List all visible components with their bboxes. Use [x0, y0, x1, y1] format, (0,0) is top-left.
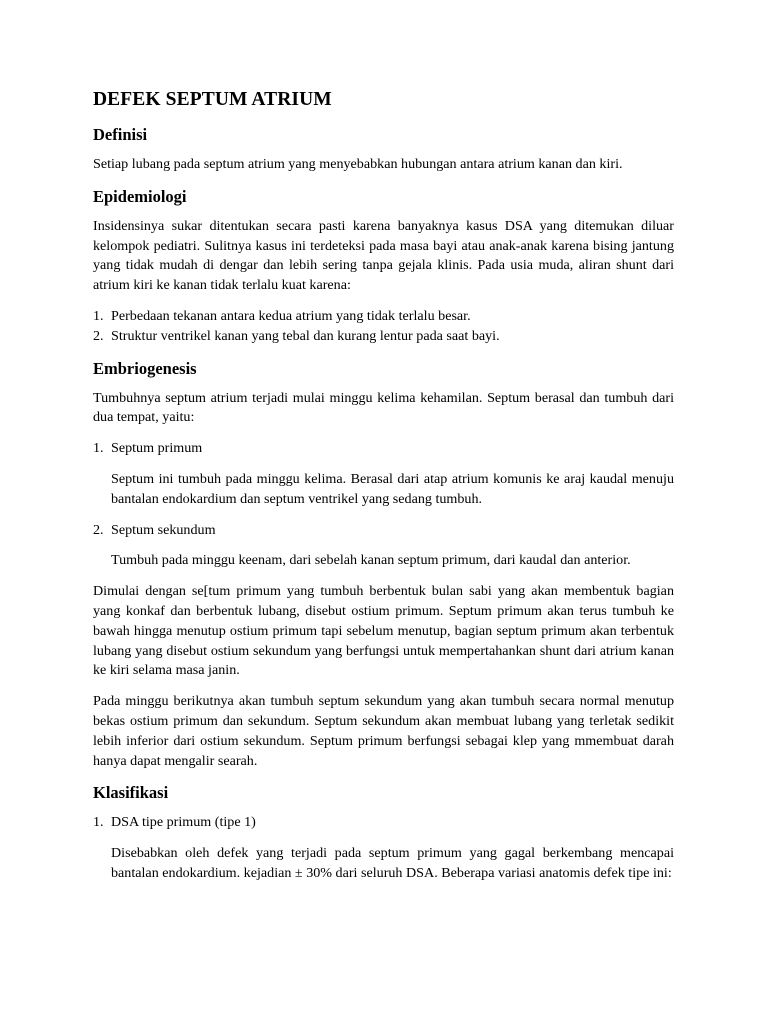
- list-item: [93, 307, 674, 327]
- list-item: [93, 327, 674, 347]
- section-heading-epidemiologi: Epidemiologi: [93, 186, 187, 206]
- list-item-text: Perbedaan tekanan antara kedua atrium yang tidak terlalu besar.: [111, 307, 471, 324]
- section-heading-klasifikasi: Klasifikasi: [93, 783, 169, 803]
- list-item-label: Septum primum: [111, 440, 203, 457]
- list-item-heading: [93, 813, 674, 833]
- embriogenesis-paragraph: Pada minggu berikutnya akan tumbuh septum sekundum yang akan tumbuh secara normal menutup bekas ostium primum dan sekundum. Septum sekundum akan membuat lubang yang terletak sedikit lebih inferior dari ostium sekundum. Septum primum berfungsi sebagai klep yang mmembuat darah hanya dapat mengalir searah.: [93, 693, 674, 769]
- list-number: 1.: [93, 440, 104, 457]
- list-item-heading: [93, 439, 674, 459]
- section-heading-definisi: Definisi: [93, 125, 148, 144]
- embriogenesis-intro: Tumbuhnya septum atrium terjadi mulai minggu kelima kehamilan. Septum berasal dan tumbuh dari dua tempat, yaitu:: [93, 389, 674, 426]
- document-title: DEFEK SEPTUM ATRIUM: [93, 89, 332, 110]
- section-heading-embriogenesis: Embriogenesis: [93, 358, 197, 378]
- list-item: [93, 439, 674, 509]
- epidemiologi-text: Insidensinya sukar ditentukan secara pasti karena banyaknya kasus DSA yang ditemukan diluar kelompok pediatri. Sulitnya kasus ini terdeteksi pada masa bayi atau anak-anak karena bising jantung yang tidak mudah di dengar dan lebih sering tanpa gejala klinis. Pada usia muda, aliran shunt dari atrium kiri ke kanan tidak terlalu kuat karena:: [93, 217, 674, 294]
- list-item-description: Disebabkan oleh defek yang terjadi pada septum primum yang gagal berkembang mencapai bantalan endokardium. kejadian ± 30% dari seluruh DSA. Beberapa variasi anatomis defek tipe ini:: [111, 845, 674, 881]
- list-item-text: Struktur ventrikel kanan yang tebal dan kurang lentur pada saat bayi.: [111, 327, 500, 344]
- list-item-description: Tumbuh pada minggu keenam, dari sebelah kanan septum primum, dari kaudal dan anterior.: [111, 552, 631, 569]
- epidemiologi-list: [93, 307, 674, 347]
- list-item: [93, 521, 674, 572]
- embriogenesis-paragraph: Dimulai dengan se[tum primum yang tumbuh berbentuk bulan sabi yang akan membentuk bagian yang konkaf dan berbentuk lubang, disebut ostium primum. Septum primum akan terus tumbuh ke bawah hingga menutup ostium primum tapi sebelum menutup, bagian septum primum akan terbentuk lubang yang disebut ostium sekundum yang berfungsi untuk mempertahankan shunt dari atrium kanan ke kiri selama masa janin.: [93, 583, 674, 679]
- list-number: 2.: [93, 521, 104, 538]
- list-number: 1.: [93, 814, 104, 831]
- list-item-label: Septum sekundum: [111, 521, 216, 538]
- document-page: [93, 88, 674, 895]
- list-number: 1.: [93, 307, 104, 324]
- list-item: [93, 813, 674, 883]
- list-item-label: DSA tipe primum (tipe 1): [111, 814, 256, 831]
- list-number: 2.: [93, 327, 104, 344]
- list-item-description: Septum ini tumbuh pada minggu kelima. Berasal dari atap atrium komunis ke araj kaudal menuju bantalan endokardium dan septum ventrikel yang sedang tumbuh.: [111, 470, 674, 507]
- list-item-heading: [93, 521, 674, 541]
- definisi-text: Setiap lubang pada septum atrium yang menyebabkan hubungan antara atrium kanan dan kiri.: [93, 156, 623, 172]
